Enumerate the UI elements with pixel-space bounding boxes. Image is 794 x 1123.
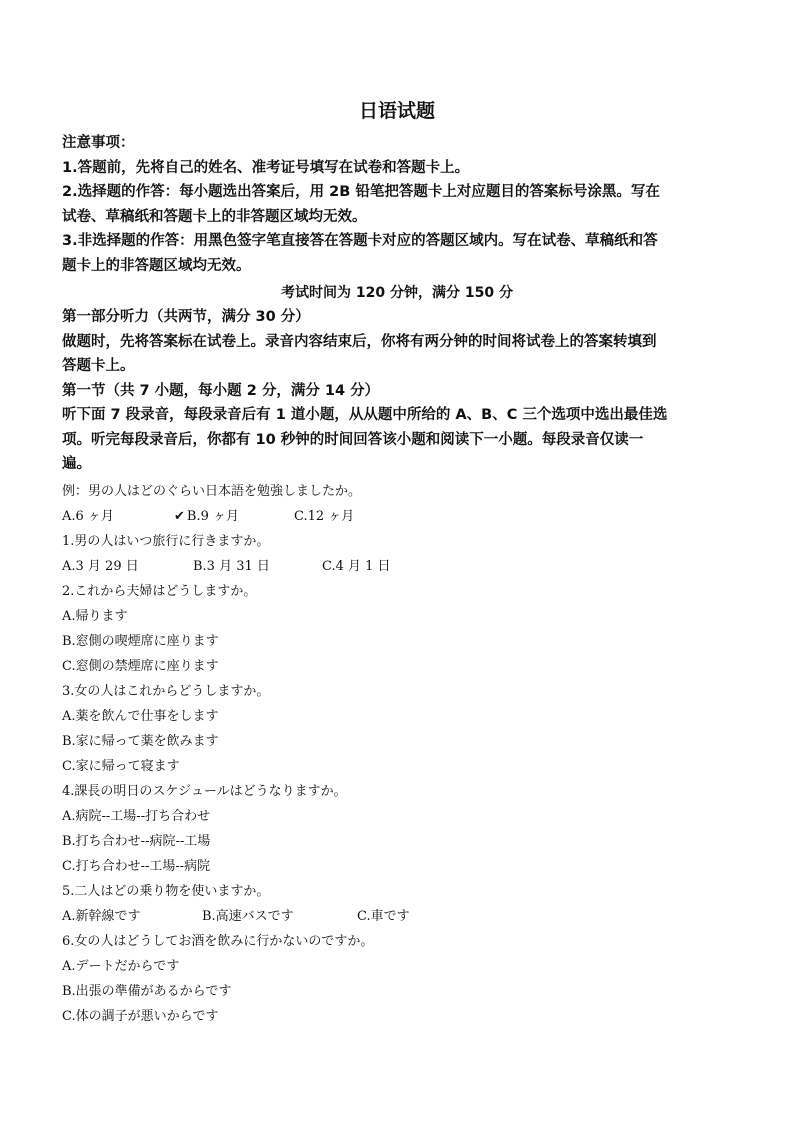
option-a: A.帰ります <box>62 609 128 624</box>
option-c: C.体の調子が悪いからです <box>62 1009 219 1024</box>
question-2: 2.これから夫婦はどうしますか。 <box>62 584 257 599</box>
question-1: 1.男の人はいつ旅行に行きますか。 <box>62 534 270 549</box>
part1-instruction: 答题卡上。 <box>62 358 135 374</box>
notice-line: 题卡上的非答题区域均无效。 <box>62 257 251 274</box>
option-b-label: B.9 ヶ月 <box>186 509 239 524</box>
option-b: B.家に帰って薬を飲みます <box>62 734 219 749</box>
option-a: A.薬を飲んで仕事をします <box>62 709 219 724</box>
option-c: C.窓側の禁煙席に座ります <box>62 659 219 674</box>
option-a: A.病院--工場--打ち合わせ <box>62 809 211 824</box>
exam-time-info: 考试时间为 120 分钟，满分 150 分 <box>281 285 513 301</box>
part1-block <box>62 305 732 477</box>
option-a: A.6 ヶ月 <box>62 509 114 524</box>
option-a: A.デートだからです <box>62 959 180 974</box>
example-question: 例：男の人はどのぐらい日本語を勉強しましたか。 <box>62 484 362 499</box>
option-a: A.新幹線です <box>62 909 141 924</box>
option-c: C.家に帰って寝ます <box>62 759 180 774</box>
option-c: C.打ち合わせ--工場--病院 <box>62 859 211 874</box>
option-c: C.12 ヶ月 <box>294 509 355 524</box>
question-1-options <box>62 554 742 579</box>
option-c: C.4 月 1 日 <box>322 559 391 574</box>
part1-instruction: 做题时，先将答案标在试卷上。录音内容结束后，你将有两分钟的时间将试卷上的答案转填到 <box>62 333 657 350</box>
question-6: 6.女の人はどうしてお酒を飲みに行かないのですか。 <box>62 934 374 949</box>
option-b: B.3 月 31 日 <box>193 559 270 574</box>
option-b: B.高速バスです <box>202 909 294 924</box>
notice-line: 3.非选择题的作答：用黑色签字笔直接答在答题卡对应的答题区域内。写在试卷、草稿纸和答 <box>62 233 658 249</box>
question-5: 5.二人はどの乗り物を使いますか。 <box>62 884 270 899</box>
option-b: B.出張の準備があるからです <box>62 984 232 999</box>
page-title: 日语试题 <box>358 100 435 122</box>
section1-instruction: 项。听完每段录音后，你都有 10 秒钟的时间回答该小题和阅读下一小题。每段录音仅读一 <box>62 431 644 448</box>
questions-block <box>62 479 742 1029</box>
option-b: B.打ち合わせ--病院--工場 <box>62 834 211 849</box>
part1-heading: 第一部分听力（共两节，满分 30 分） <box>62 309 310 325</box>
question-4: 4.課長の明日のスケジュールはどうなりますか。 <box>62 784 347 799</box>
section1-heading: 第一节（共 7 小题，每小题 2 分，满分 14 分） <box>62 382 380 399</box>
section1-instruction: 听下面 7 段录音，每段录音后有 1 道小题，从从题中所给的 A、B、C 三个选项中选出最佳选 <box>62 407 668 423</box>
notice-block <box>62 131 732 278</box>
notice-line: 2.选择题的作答：每小题选出答案后，用 2B 铅笔把答题卡上对应题目的答案标号涂黑。写在 <box>62 184 660 200</box>
question-3: 3.女の人はこれからどうしますか。 <box>62 684 270 699</box>
notice-heading: 注意事项： <box>62 135 135 151</box>
notice-line: 1.答题前，先将自己的姓名、准考证号填写在试卷和答题卡上。 <box>62 159 470 176</box>
section1-instruction: 遍。 <box>62 456 91 472</box>
option-a: A.3 月 29 日 <box>62 559 139 574</box>
notice-line: 试卷、草稿纸和答题卡上的非答题区域均无效。 <box>62 208 367 225</box>
option-c: C.車です <box>357 909 410 924</box>
question-5-options <box>62 904 742 929</box>
option-b: B.窓側の喫煙席に座ります <box>62 634 219 649</box>
option-b-correct <box>174 504 294 529</box>
check-mark-icon: ✔ <box>174 509 185 524</box>
example-options <box>62 504 742 529</box>
